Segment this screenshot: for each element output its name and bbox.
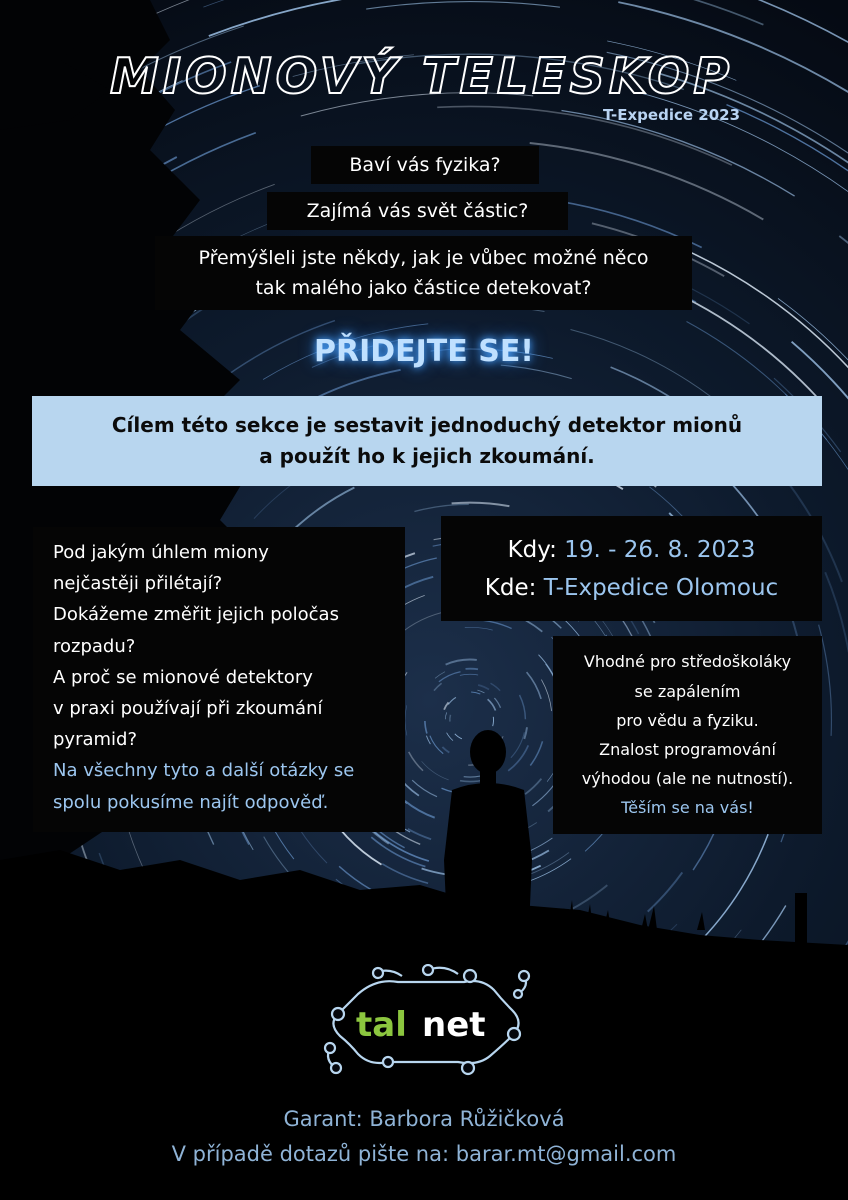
question-particles: [267, 192, 568, 230]
questions-line: pyramid?: [53, 729, 138, 751]
where-label: Kde:: [484, 574, 537, 601]
questions-line: Pod jakým úhlem miony: [53, 542, 269, 563]
audience-line: výhodou (ale ne nutností).: [581, 769, 794, 789]
question-detection-line1: Přemýšleli jste někdy, jak je vůbec možné něco: [198, 247, 649, 269]
star-trail: [450, 715, 451, 722]
logo-text-part2: net: [422, 1005, 486, 1045]
footer-garant: Garant: Barbora Růžičková: [283, 1107, 565, 1131]
where-value: T-Expedice Olomouc: [543, 574, 779, 601]
audience-line: Vhodné pro středoškoláky: [583, 652, 792, 672]
question-detection-line2: tak malého jako částice detekovat?: [255, 277, 592, 299]
poster-title: MIONOVÝ TELESKOP: [110, 48, 734, 105]
audience-highlight: Těším se na vás!: [621, 798, 754, 818]
question-physics: [311, 146, 539, 184]
questions-line: Dokážeme změřit jejich poločas: [53, 604, 339, 626]
questions-highlight-line: Na všechny tyto a další otázky se: [53, 760, 355, 782]
logo-text-part1: tal: [356, 1005, 407, 1045]
call-to-action: PŘIDEJTE SE!: [314, 334, 534, 369]
when-value: 19. - 26. 8. 2023: [564, 536, 756, 563]
star-trail: [466, 669, 479, 670]
audience-box: [553, 636, 822, 834]
poster-subtitle: T-Expedice 2023: [603, 106, 740, 124]
footer-contact: V případě dotazů pište na: barar.mt@gmail.com: [171, 1142, 677, 1166]
when-where-box: [441, 516, 822, 621]
audience-line: pro vědu a fyziku.: [616, 710, 759, 730]
questions-box: [33, 527, 405, 832]
questions-line: nejčastěji přilétají?: [53, 573, 223, 595]
goal-line-2: a použít ho k jejich zkoumání.: [259, 444, 595, 468]
goal-line-1: Cílem této sekce je sestavit jednoduchý detektor mionů: [111, 413, 743, 437]
when-label: Kdy:: [507, 536, 557, 563]
goal-box: [32, 396, 822, 486]
audience-line: Znalost programování: [599, 740, 776, 759]
where-row: [441, 569, 822, 607]
question-physics-text: Baví vás fyzika?: [349, 154, 501, 176]
questions-highlight-line: spolu pokusíme najít odpověď.: [53, 791, 329, 813]
questions-line: rozpadu?: [53, 635, 136, 657]
question-detection: [155, 236, 692, 310]
talnet-logo: [318, 964, 533, 1084]
audience-line: se zapálením: [634, 681, 741, 701]
question-particles-text: Zajímá vás svět částic?: [306, 200, 529, 222]
when-row: [441, 531, 822, 569]
questions-line: v praxi používají při zkoumání: [53, 698, 323, 720]
questions-line: A proč se mionové detektory: [53, 666, 313, 688]
